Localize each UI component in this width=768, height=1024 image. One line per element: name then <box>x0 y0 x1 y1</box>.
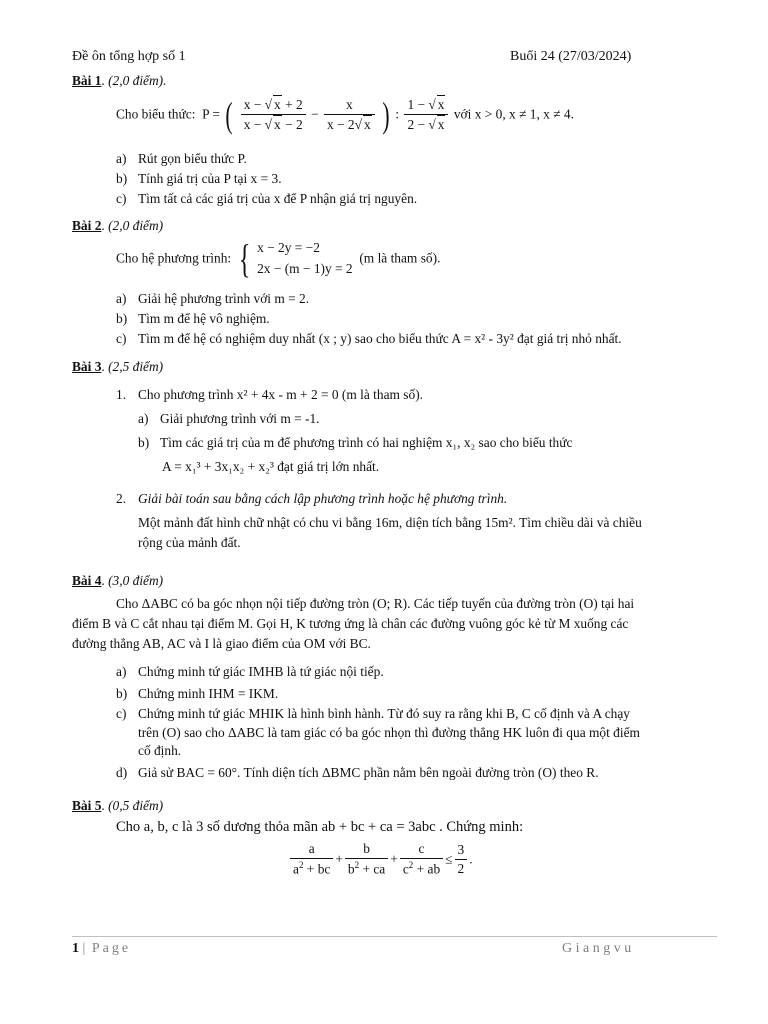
bai4-line3: đường thẳng AB, AC và I là giao điểm của OM với BC. <box>72 636 371 651</box>
ineq-frac-c: $\frac{c}{c^2 + ab}$ <box>400 840 443 879</box>
bai3-part2-title: 2. Giải bài toán sau bằng cách lập phương trình hoặc hệ phương trình. <box>116 491 508 506</box>
bai1-points: (2,0 điểm). <box>108 73 167 88</box>
bai5-name: Bài 5 <box>72 798 102 813</box>
bai3-part2-line1: Một mảnh đất hình chữ nhật có chu vi bằng 16m, diện tích bằng 15m². Tìm chiều dài và chiều <box>138 515 642 530</box>
bai4-points: (3,0 điểm) <box>108 573 164 588</box>
bai2-intro: Cho hệ phương trình: <box>116 250 232 266</box>
page-word: Page <box>91 941 132 956</box>
bai1-item-b: b) Tính giá trị của P tại x = 3. <box>116 171 282 186</box>
bai1-expression: Cho biểu thức: P = ( $\frac{x - √ x + 2}{x - √ x - 2}$ − $\frac{x}{x - 2√ x}$ ) : $\frac{1 - √ x}{2 - √ x}$ với x > 0, x ≠ 1, x ≠ 4. <box>116 94 574 135</box>
bai3-part1b-expr: A = x₁³ + 3x₁x₂ + x₂³ đạt giá trị lớn nhất. <box>162 459 380 474</box>
bai5-inequality: $\frac{a}{a^2 + bc}$ + $\frac{b}{b^2 + ca}$ + $\frac{c}{c^2 + ab}$ ≤ $\frac{3}{2}$ . <box>288 840 473 879</box>
bai4-name: Bài 4 <box>72 573 102 588</box>
bai1-item-a: a) Rút gọn biểu thức P. <box>116 151 247 166</box>
ineq-frac-b: $\frac{b}{b^2 + ca}$ <box>345 840 388 879</box>
ineq-frac-rhs: $\frac{3}{2}$ <box>455 841 468 878</box>
brace: { <box>238 235 250 281</box>
bai1-name: Bài 1 <box>72 73 102 88</box>
bai3-part1b: b) Tìm các giá trị của m để phương trình có hai nghiệm x₁, x₂ sao cho biểu thức <box>138 435 573 450</box>
bai2-item-b: b) Tìm m để hệ vô nghiệm. <box>116 311 270 326</box>
bai2-param: (m là tham số). <box>359 250 441 266</box>
paren-open: ( <box>225 94 233 135</box>
bai3-points: (2,5 điểm) <box>108 359 164 374</box>
bai3-name: Bài 3 <box>72 359 102 374</box>
equation-2: 2x − (m − 1)y = 2 <box>257 260 353 276</box>
bai1-condition: với x > 0, x ≠ 1, x ≠ 4. <box>453 106 574 122</box>
bai2-heading: Bài 2. (2,0 điểm) <box>72 218 164 233</box>
bai3-part1a: a) Giải phương trình với m = -1. <box>138 411 320 426</box>
bai4-line1: Cho ΔABC có ba góc nhọn nội tiếp đường tròn (O; R). Các tiếp tuyến của đường tròn (O) tại hai <box>116 596 635 611</box>
bai5-line1: Cho a, b, c là 3 số dương thỏa mãn ab + bc + ca = 3abc . Chứng minh: <box>116 819 524 835</box>
bai2-system <box>116 235 441 281</box>
fraction-3: $\frac{1 - √ x}{2 - √ x}$ <box>404 95 448 134</box>
bai5-heading: Bài 5. (0,5 điểm) <box>72 798 164 813</box>
footer-rule <box>72 936 717 937</box>
paren-close: ) <box>382 94 390 135</box>
equation-1: x − 2y = −2 <box>257 240 320 255</box>
page-separator: | <box>82 941 89 956</box>
page-number: 1 <box>72 941 79 956</box>
bai2-name: Bài 2 <box>72 218 102 233</box>
bai4-item-d: d) Giả sử BAC = 60°. Tính diện tích ΔBMC phần nằm bên ngoài đường tròn (O) theo R. <box>116 765 599 780</box>
bai3-part1: 1. Cho phương trình x² + 4x - m + 2 = 0 (m là tham số). <box>116 387 423 402</box>
fraction-1: $\frac{x - √ x + 2}{x - √ x - 2}$ <box>241 95 306 134</box>
bai4-item-b: b) Chứng minh IHM = IKM. <box>116 686 279 701</box>
bai3-heading: Bài 3. (2,5 điểm) <box>72 359 164 374</box>
bai1-heading: Bài 1. (2,0 điểm). <box>72 73 167 88</box>
bai4-heading: Bài 4. (3,0 điểm) <box>72 573 164 588</box>
bai5-points: (0,5 điểm) <box>108 798 164 813</box>
bai2-points: (2,0 điểm) <box>108 218 164 233</box>
expression-A: A = x₁³ + 3x₁x₂ + x₂³ <box>162 459 274 474</box>
system-equations <box>257 238 353 280</box>
bai1-intro: Cho biểu thức: <box>116 106 196 122</box>
bai4-item-c-cont2: cố định. <box>138 743 182 758</box>
bai1-item-c: c) Tìm tất cả các giá trị của x để P nhận giá trị nguyên. <box>116 191 418 206</box>
bai2-item-c: c) Tìm m để hệ có nghiệm duy nhất (x ; y) sao cho biểu thức A = x² - 3y² đạt giá trị nhỏ nhất. <box>116 331 622 346</box>
footer-page <box>72 940 131 959</box>
bai4-item-c: c) Chứng minh tứ giác MHIK là hình bình hành. Từ đó suy ra rằng khi B, C cố định và A chạy <box>116 706 630 721</box>
header-title: Đề ôn tổng hợp số 1 <box>72 49 186 64</box>
footer-author: Giangvu <box>562 941 635 956</box>
fraction-2: $\frac{x}{x - 2√ x}$ <box>324 96 375 134</box>
bai3-part2-line2: rộng của mảnh đất. <box>138 535 241 550</box>
header-session: Buổi 24 (27/03/2024) <box>510 49 632 64</box>
bai2-item-a: a) Giải hệ phương trình với m = 2. <box>116 291 310 306</box>
ineq-frac-a: $\frac{a}{a^2 + bc}$ <box>290 840 333 879</box>
bai4-item-c-cont1: trên (O) sao cho ΔABC là tam giác có ba góc nhọn thì đường thẳng HK luôn đi qua một điểm <box>138 725 640 740</box>
bai4-line2: điểm B và C cắt nhau tại điểm M. Gọi H, K tương ứng là chân các đường vuông góc kẻ từ M xuống các <box>72 616 629 631</box>
bai4-item-a: a) Chứng minh tứ giác IMHB là tứ giác nội tiếp. <box>116 664 384 679</box>
